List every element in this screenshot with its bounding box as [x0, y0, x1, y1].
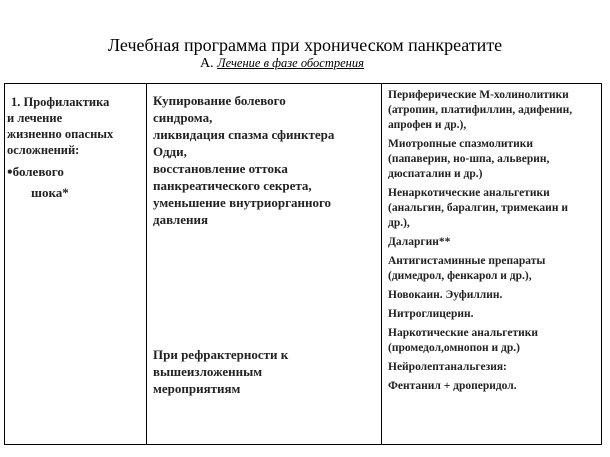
- refractory-line: мероприятиям: [153, 381, 241, 396]
- drug-group: [388, 379, 602, 394]
- item-text: болевого: [12, 164, 64, 179]
- refractory-block: [153, 346, 377, 397]
- prevention-heading: 1. Профилактика: [11, 95, 110, 109]
- drug-group: [388, 288, 602, 303]
- goal-line: давления: [153, 212, 209, 227]
- column-divider: [381, 84, 382, 444]
- drug-line: Нейролептанальгезия:: [388, 361, 507, 373]
- drug-group: [388, 254, 602, 284]
- drug-line: (димедрол, фенкарол и др.),: [388, 270, 532, 282]
- refractory-line: вышеизложенным: [153, 364, 263, 379]
- prevention-line: жизненно опасных: [7, 127, 114, 141]
- subtitle-text: Лечение в фазе обострения: [217, 56, 364, 70]
- column-drugs: [388, 88, 602, 398]
- drug-group: [388, 360, 602, 375]
- goal-line: Купирование болевого: [153, 93, 286, 108]
- slide-subtitle: [200, 56, 460, 72]
- drug-line: Периферические М-холинолитики: [388, 89, 569, 101]
- refractory-line: При рефрактерности к: [153, 347, 289, 362]
- drug-line: Миотропные спазмолитики: [388, 138, 534, 150]
- goal-line: ликвидация спазма сфинктера: [153, 127, 335, 142]
- drug-group: [388, 307, 602, 322]
- drug-line: дюспаталин и др.): [388, 168, 483, 180]
- drug-line: Новокаин. Эуфиллин.: [388, 289, 503, 301]
- drug-line: (атропин, платифиллин, адифенин,: [388, 104, 573, 116]
- prevention-line: и лечение: [7, 111, 63, 125]
- drug-line: др.),: [388, 217, 410, 229]
- drug-line: Даларгин**: [388, 236, 451, 248]
- slide-title: Лечебная программа при хроническом панкреатите: [107, 35, 503, 55]
- drug-line: апрофен и др.),: [388, 119, 467, 131]
- item-text: шока*: [31, 185, 69, 201]
- drug-line: (анальгин, баралгин, тримекаин и: [388, 202, 568, 214]
- column-goals: [153, 92, 377, 396]
- goal-line: синдрома,: [153, 110, 213, 125]
- goal-line: Одди,: [153, 144, 187, 159]
- column-divider: [146, 84, 147, 444]
- goals-block: [153, 92, 377, 228]
- drug-line: Наркотические анальгетики: [388, 327, 538, 339]
- drug-line: (промедол,омнопон и др.): [388, 342, 520, 354]
- drug-group: [388, 326, 602, 356]
- prevention-line: осложнений:: [7, 143, 80, 157]
- goal-line: восстановление оттока: [153, 161, 288, 176]
- drug-group: [388, 186, 602, 231]
- drug-line: Нитроглицерин.: [388, 308, 474, 320]
- list-item: [7, 162, 145, 203]
- treatment-table: [4, 83, 602, 445]
- drug-line: Ненаркотические анальгетики: [388, 187, 550, 199]
- drug-line: Фентанил + дроперидол.: [388, 380, 517, 392]
- drug-line: (папаверин, но-шпа, альверин,: [388, 153, 550, 165]
- column-prevention: [7, 94, 145, 203]
- goal-line: уменьшение внутриорганного: [153, 195, 332, 210]
- drug-group: [388, 88, 602, 133]
- bullet-icon: •: [7, 164, 13, 182]
- drug-line: Антигистаминные препараты: [388, 255, 546, 267]
- drug-group: [388, 235, 602, 250]
- subtitle-letter: А.: [200, 56, 214, 71]
- drug-group: [388, 137, 602, 182]
- goal-line: панкреатического секрета,: [153, 178, 312, 193]
